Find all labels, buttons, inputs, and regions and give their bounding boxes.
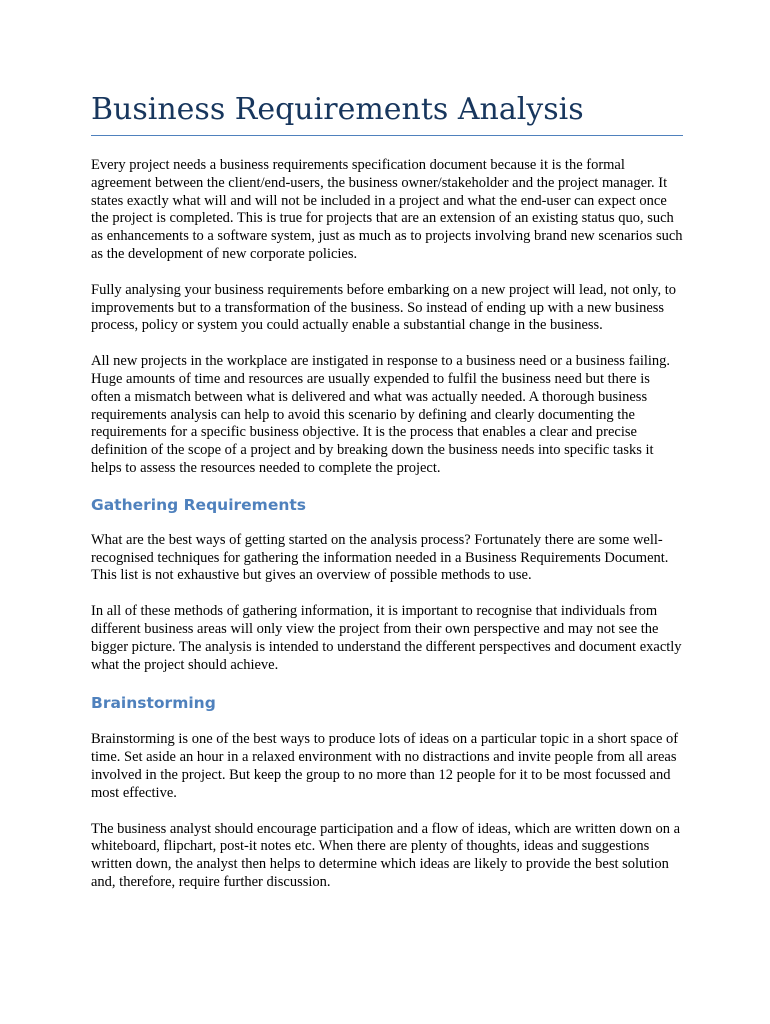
intro-paragraph-1: Every project needs a business requirements specification document because it is the formal agreement between the client/end-users, the business owner/stakeholder and the project manager. It states exactly what will and will not be included in a project and what the end-user can expect once the project is completed. This is true for projects that are an extension of an existing status quo, such as enhancements to a software system, just as much as to projects involving brand new scenarios such as the development of new corporate policies. [91,157,683,262]
gathering-paragraph-1: What are the best ways of getting started on the analysis process? Fortunately there are some well-recognised techniques for gathering the information needed in a Business Requirements Document. This list is not exhaustive but gives an overview of possible methods to use. [91,531,669,584]
section-heading-brainstorming: Brainstorming [91,694,216,713]
document-title: Business Requirements Analysis [91,88,683,136]
section-heading-gathering-requirements: Gathering Requirements [91,495,307,514]
intro-paragraph-2: Fully analysing your business requirements before embarking on a new project will lead, not only, to improvements but to a transformation of the business. So instead of ending up with a new business process, policy or system you could actually enable a substantial change in the business. [91,281,676,334]
document-body [91,88,683,892]
brainstorming-paragraph-1: Brainstorming is one of the best ways to produce lots of ideas on a particular topic in a short space of time. Set aside an hour in a relaxed environment with no distractions and invite people from all areas involved in the project. But keep the group to no more than 12 people for it to be most focussed and most effective. [91,731,679,801]
gathering-paragraph-2: In all of these methods of gathering information, it is important to recognise that individuals from different business areas will only view the project from their own perspective and may not see the bigger picture. The analysis is intended to understand the different perspectives and document exactly what the project should achieve. [91,603,682,673]
brainstorming-paragraph-2: The business analyst should encourage participation and a flow of ideas, which are written down on a whiteboard, flipchart, post-it notes etc. When there are plenty of thoughts, ideas and suggestions written down, the analyst then helps to determine which ideas are likely to provide the best solution and, therefore, require further discussion. [91,820,681,890]
intro-paragraph-3: All new projects in the workplace are instigated in response to a business need or a business failing. Huge amounts of time and resources are usually expended to fulfil the business need but there is often a mismatch between what is delivered and what was actually needed. A thorough business requirements analysis can help to avoid this scenario by defining and clearly documenting the requirements for a specific business objective. It is the process that enables a clear and precise definition of the scope of a project and by breaking down the business needs into specific tasks it helps to assess the resources needed to complete the project. [91,353,671,476]
